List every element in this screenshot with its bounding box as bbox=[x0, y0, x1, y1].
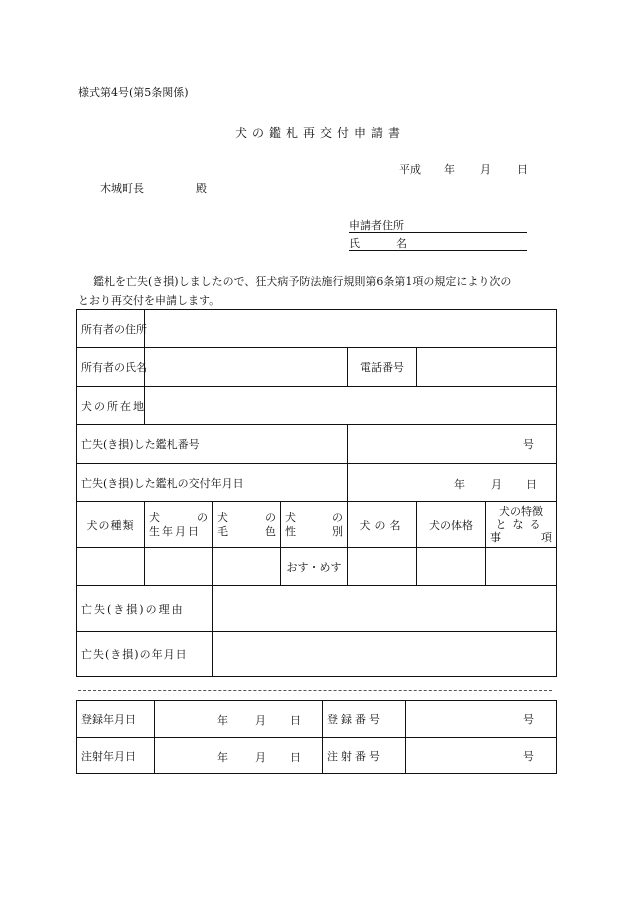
inj-month: 月 bbox=[255, 751, 266, 764]
breed-field[interactable] bbox=[77, 548, 145, 586]
issue-day: 日 bbox=[526, 478, 537, 491]
issue-year: 年 bbox=[454, 478, 465, 491]
loss-reason-label: 亡失(き損)の理由 bbox=[77, 586, 213, 632]
inj-date-field[interactable] bbox=[155, 738, 323, 774]
date-era: 平成 bbox=[399, 163, 421, 176]
sex-top-1: 犬 bbox=[285, 510, 296, 524]
coat-top-1: 犬 bbox=[217, 510, 228, 524]
owner-address-field[interactable] bbox=[145, 310, 557, 348]
application-table bbox=[76, 309, 557, 677]
features-line-3b: 項 bbox=[541, 531, 552, 544]
issue-month: 月 bbox=[491, 478, 502, 491]
coat-bottom-2: 色 bbox=[265, 524, 276, 538]
form-label: 様式第4号(第5条関係) bbox=[78, 86, 189, 99]
sex-bottom-1: 性 bbox=[285, 524, 296, 538]
inj-number-suffix: 号 bbox=[523, 749, 534, 763]
lost-tag-number-label: 亡失(き損)した鑑札番号 bbox=[77, 425, 348, 464]
birthdate-label bbox=[145, 502, 213, 548]
reg-number-suffix: 号 bbox=[523, 713, 534, 726]
reg-month: 月 bbox=[255, 714, 266, 727]
owner-name-label: 所有者の氏名 bbox=[77, 348, 145, 387]
dog-name-label: 犬の名 bbox=[348, 502, 417, 548]
applicant-name-label-2: 名 bbox=[396, 237, 407, 250]
loss-date-field[interactable] bbox=[213, 632, 557, 677]
inj-day: 日 bbox=[290, 751, 301, 764]
inj-date-label: 注射年月日 bbox=[77, 738, 155, 774]
features-line-3a: 事 bbox=[490, 531, 501, 544]
date-month: 月 bbox=[480, 163, 491, 176]
inj-number-label: 注射番号 bbox=[323, 738, 406, 774]
sex-top-2: の bbox=[332, 510, 343, 524]
cut-line bbox=[78, 690, 552, 691]
dog-location-field[interactable] bbox=[145, 387, 557, 425]
sex-field[interactable]: おす・めす bbox=[281, 548, 348, 586]
dog-name-field[interactable] bbox=[348, 548, 417, 586]
coat-label bbox=[213, 502, 281, 548]
reg-date-field[interactable] bbox=[155, 701, 323, 738]
reg-number-field[interactable] bbox=[406, 701, 557, 738]
recipient-honorific: 殿 bbox=[196, 182, 207, 195]
lost-tag-issue-date-label: 亡失(き損)した鑑札の交付年月日 bbox=[77, 464, 348, 502]
features-line-1: 犬の特徴 bbox=[499, 505, 543, 518]
birthdate-top-1: 犬 bbox=[149, 510, 160, 524]
coat-field[interactable] bbox=[213, 548, 281, 586]
loss-reason-field[interactable] bbox=[213, 586, 557, 632]
reg-date-label: 登録年月日 bbox=[77, 701, 155, 738]
features-label bbox=[486, 502, 557, 548]
phone-field[interactable] bbox=[417, 348, 557, 387]
birthdate-bottom: 生年月日 bbox=[149, 524, 201, 538]
applicant-name-label-1: 氏 bbox=[349, 237, 360, 250]
number-suffix: 号 bbox=[523, 438, 534, 451]
breed-label: 犬の種類 bbox=[77, 502, 145, 548]
body-line-2: とおり再交付を申請します。 bbox=[78, 294, 221, 307]
inj-number-field[interactable] bbox=[406, 738, 557, 774]
coat-bottom-1: 毛 bbox=[217, 524, 228, 538]
reg-year: 年 bbox=[217, 714, 228, 727]
date-day: 日 bbox=[517, 163, 528, 176]
owner-address-label: 所有者の住所 bbox=[77, 310, 145, 348]
sex-label bbox=[281, 502, 348, 548]
reg-number-label: 登録番号 bbox=[323, 701, 406, 738]
dog-location-label: 犬の所在地 bbox=[77, 387, 145, 425]
applicant-address-label: 申請者住所 bbox=[349, 219, 404, 232]
body-type-label: 犬の体格 bbox=[417, 502, 486, 548]
coat-top-2: の bbox=[265, 510, 276, 524]
owner-name-field[interactable] bbox=[145, 348, 348, 387]
reg-day: 日 bbox=[290, 714, 301, 727]
applicant-address-line bbox=[349, 217, 527, 233]
inj-year: 年 bbox=[217, 751, 228, 764]
page-title: 犬の鑑札再交付申請書 bbox=[235, 126, 406, 140]
lost-tag-issue-date-field[interactable] bbox=[348, 464, 557, 502]
features-line-2: となる bbox=[495, 518, 547, 531]
phone-label: 電話番号 bbox=[348, 348, 417, 387]
sex-bottom-2: 別 bbox=[332, 524, 343, 538]
loss-date-label: 亡失(き損)の年月日 bbox=[77, 632, 213, 677]
lost-tag-number-field[interactable] bbox=[348, 425, 557, 464]
recipient-name: 木城町長 bbox=[100, 182, 144, 195]
date-year: 年 bbox=[444, 163, 455, 176]
office-table bbox=[76, 700, 557, 774]
birthdate-top-2: の bbox=[197, 510, 208, 524]
body-type-field[interactable] bbox=[417, 548, 486, 586]
body-line-1: 鑑札を亡失(き損)しましたので、狂犬病予防法施行規則第6条第1項の規定により次の bbox=[93, 275, 512, 288]
birthdate-field[interactable] bbox=[145, 548, 213, 586]
applicant-name-line bbox=[349, 235, 527, 251]
features-field[interactable] bbox=[486, 548, 557, 586]
